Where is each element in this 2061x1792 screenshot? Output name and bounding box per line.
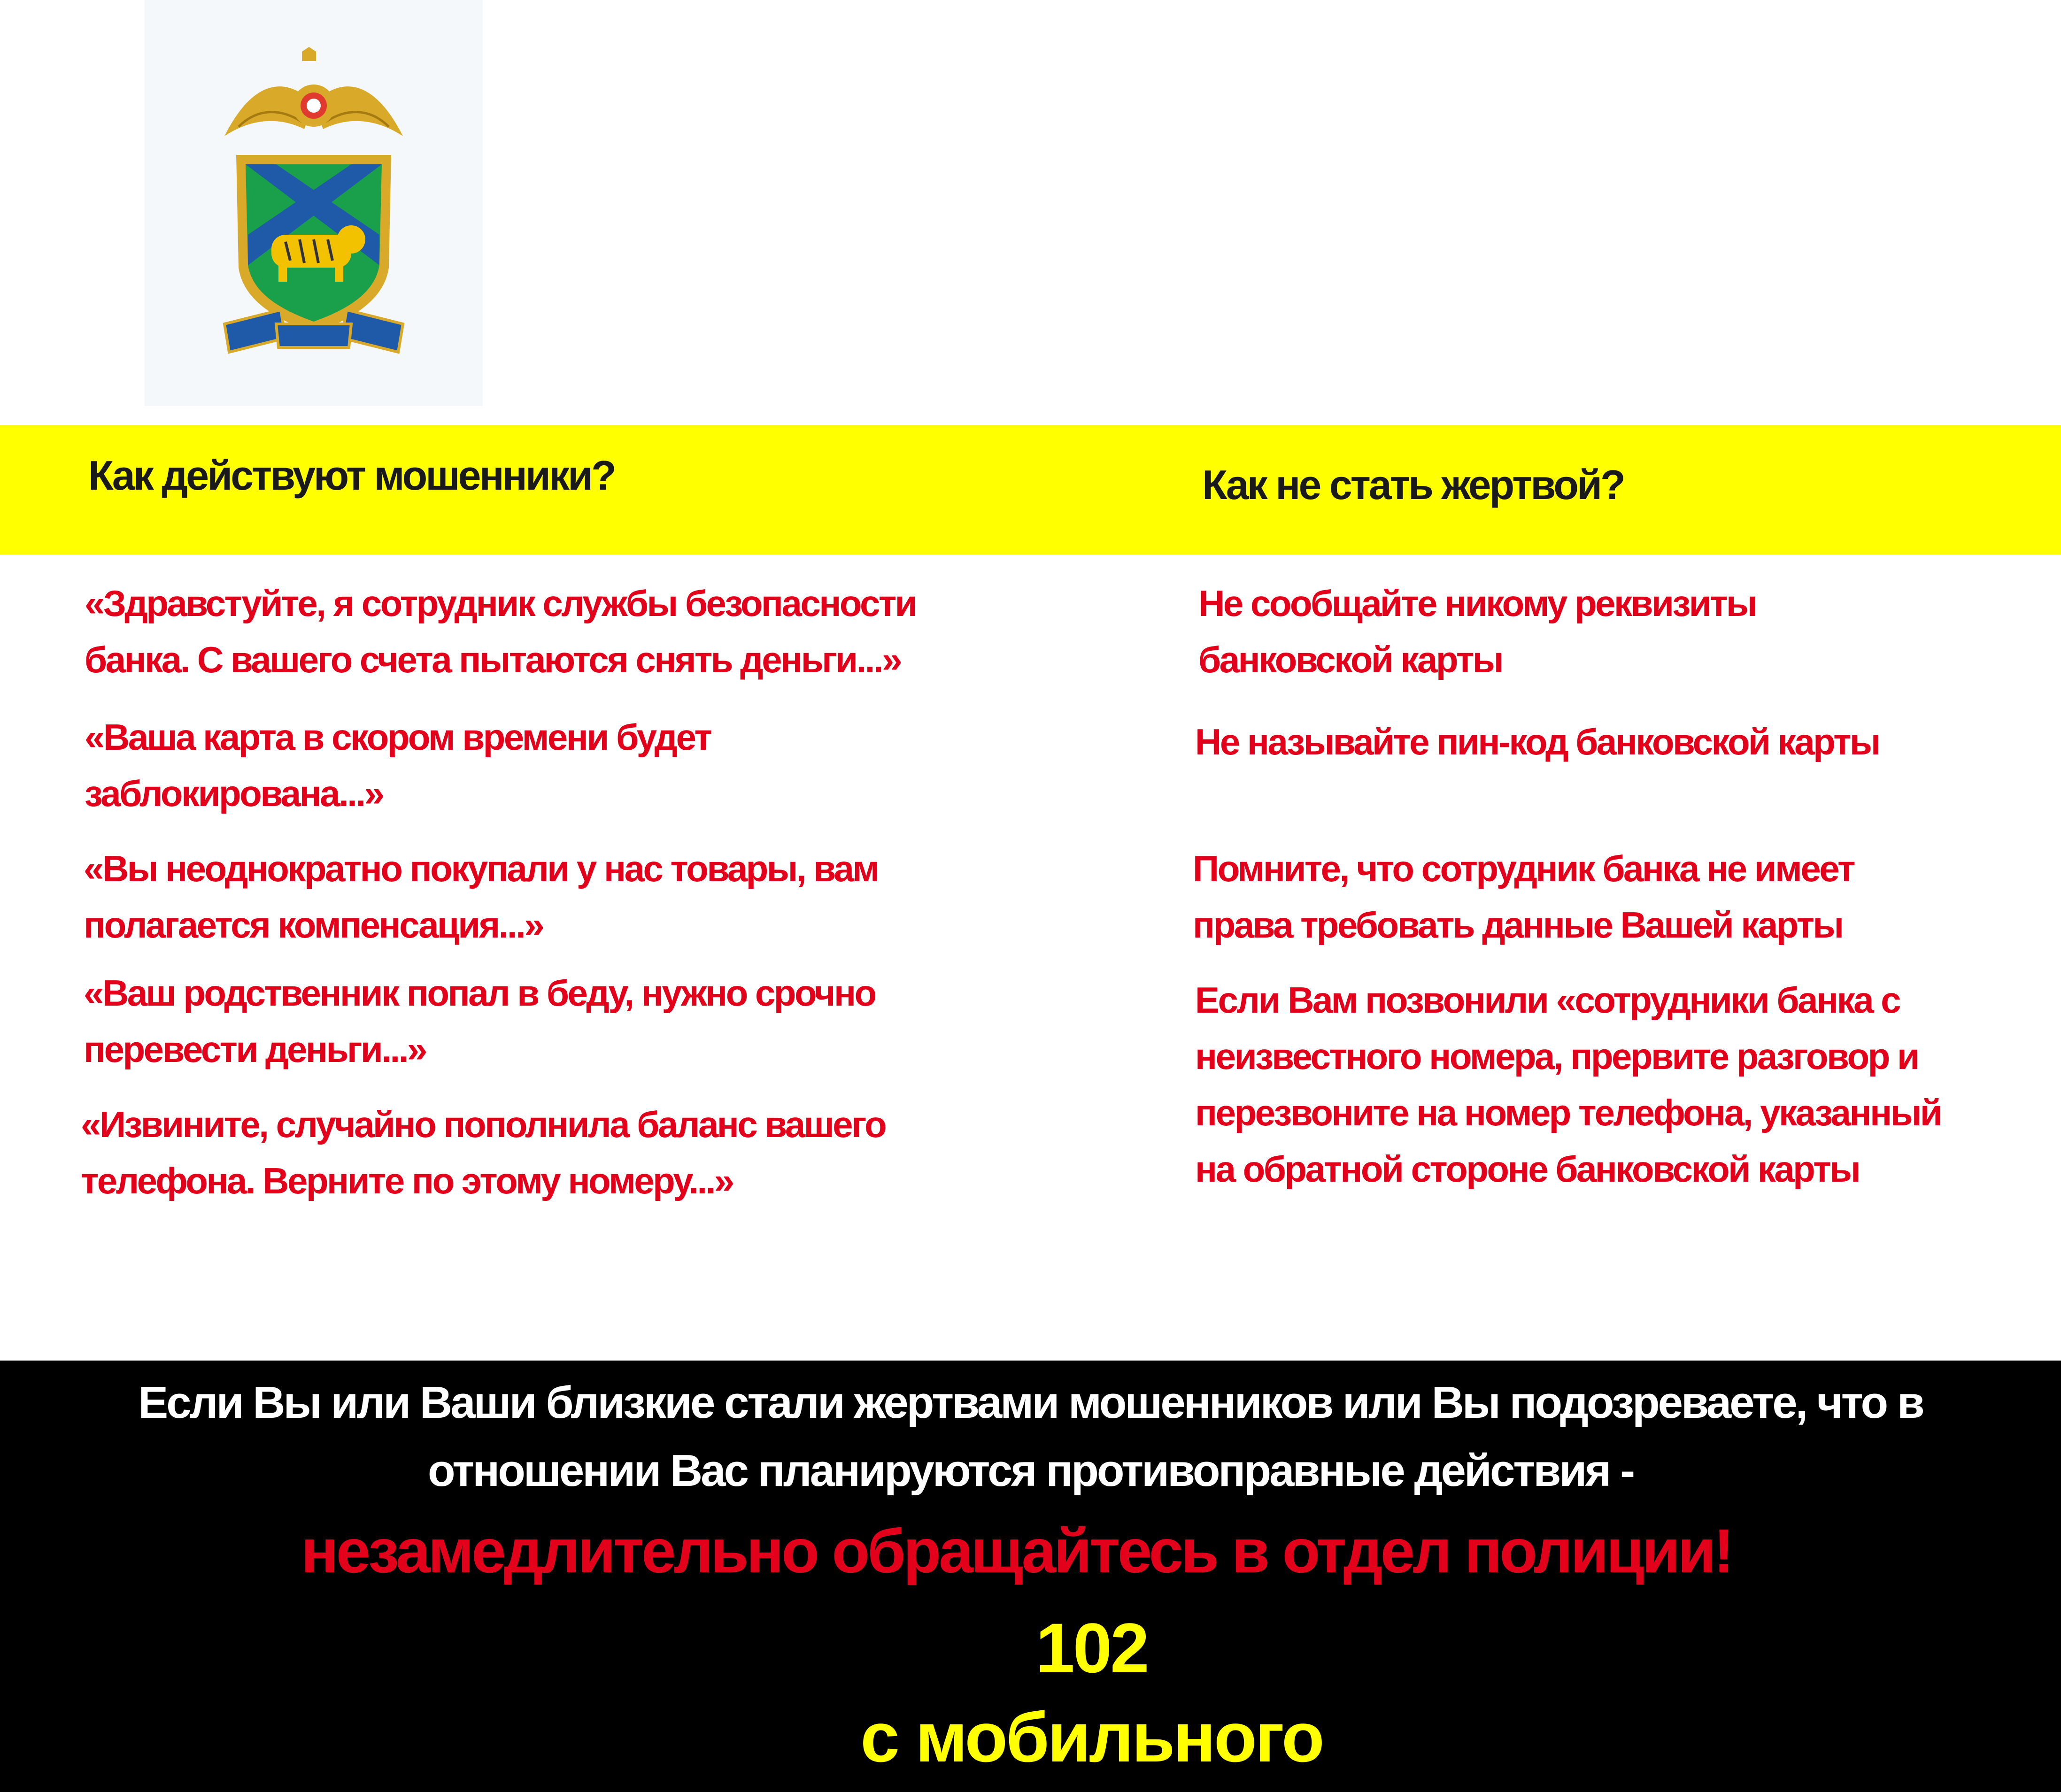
footer-text-line-2: отношении Вас планируются противоправные действия - [427, 1446, 1634, 1496]
advice-item: Не называйте пин-код банковской карты [1195, 721, 1880, 762]
fraud-phrase: «Ваша карта в скором времени будет заблокирована...» [85, 716, 711, 814]
emergency-number-note: с мобильного [860, 1698, 1323, 1777]
emergency-number: 102 [1035, 1608, 1148, 1687]
fraud-phrase: «Здравстуйте, я сотрудник службы безопасности банка. С вашего счета пытаются снять деньги...» [85, 583, 916, 680]
prevention-heading: Как не стать жертвой? [1202, 461, 1624, 508]
fraud-phrase: «Извините, случайно пополнила баланс вашего телефона. Верните по этому номеру...» [81, 1104, 886, 1201]
call-to-action: незамедлительно обращайтесь в отдел полиции! [301, 1516, 1732, 1585]
fraud-phrase: «Вы неоднократно покупали у нас товары, вам полагается компенсация...» [84, 848, 878, 946]
advice-item: Если Вам позвонили «сотрудники банка с неизвестного номера, прервите разговор и перезвоните на номер телефона, указанный на обратной стороне банковской карты [1195, 979, 1941, 1190]
advice-item: Не сообщайте никому реквизиты банковской карты [1198, 583, 1756, 680]
emblem-panel [145, 0, 483, 406]
footer-text-line-1: Если Вы или Ваши близкие стали жертвами мошенников или Вы подозреваете, что в [138, 1377, 1923, 1428]
police-emblem-icon [215, 47, 412, 357]
advice-item: Помните, что сотрудник банка не имеет права требовать данные Вашей карты [1193, 848, 1854, 946]
fraud-methods-heading: Как действуют мошенники? [88, 452, 615, 499]
fraud-phrase: «Ваш родственник попал в беду, нужно срочно перевести деньги...» [84, 972, 875, 1070]
